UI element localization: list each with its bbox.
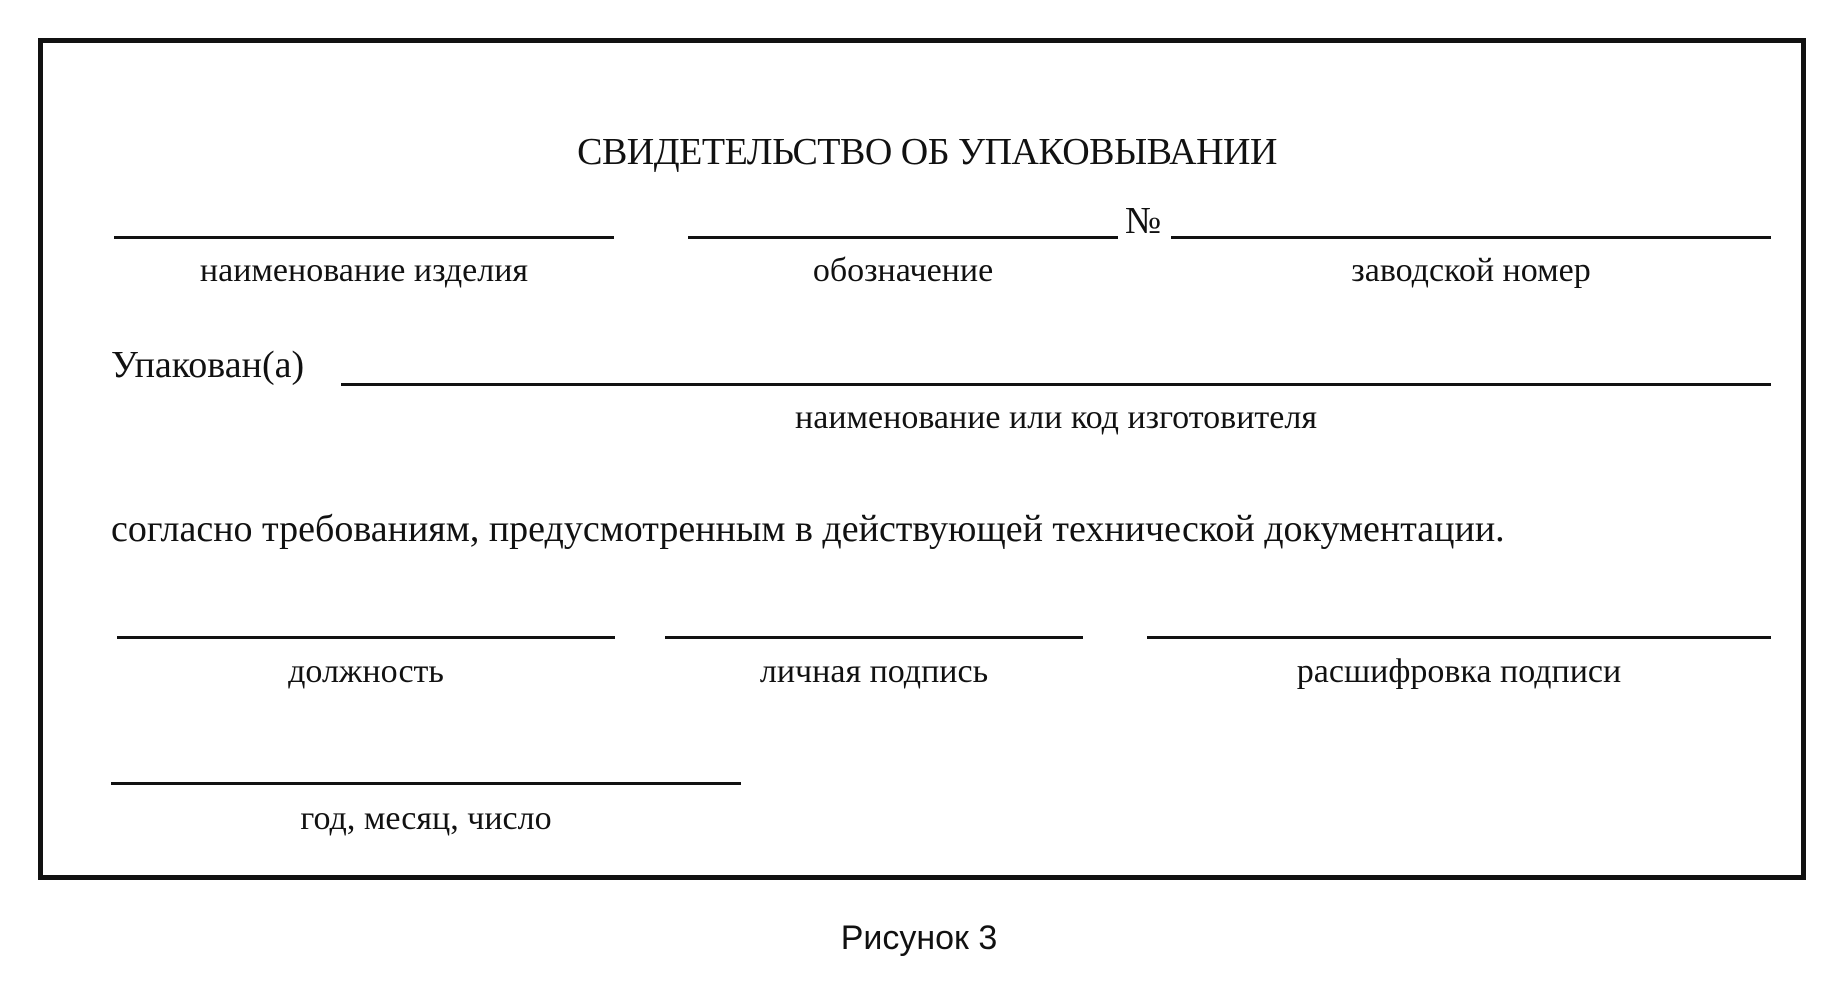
- signature-decoding-line: [1147, 636, 1771, 639]
- position-line: [117, 636, 615, 639]
- product-name-caption: наименование изделия: [199, 252, 529, 289]
- manufacturer-line: [341, 383, 1771, 386]
- designation-line: [688, 236, 1118, 239]
- product-name-line: [114, 236, 614, 239]
- date-line: [111, 782, 741, 785]
- designation-caption: обозначение: [812, 252, 994, 289]
- serial-number-caption: заводской номер: [1351, 252, 1591, 289]
- signature-decoding-caption: расшифровка подписи: [1296, 653, 1622, 690]
- signature-caption: личная подпись: [759, 653, 989, 690]
- date-caption: год, месяц, число: [300, 800, 552, 837]
- position-caption: должность: [288, 653, 444, 690]
- compliance-statement: согласно требованиям, предусмотренным в действующей технической документации.: [111, 508, 1505, 550]
- certificate-title: СВИДЕТЕЛЬСТВО ОБ УПАКОВЫВАНИИ: [577, 131, 1277, 173]
- serial-number-line: [1171, 236, 1771, 239]
- signature-line: [665, 636, 1083, 639]
- manufacturer-caption: наименование или код изготовителя: [795, 399, 1317, 436]
- certificate-frame: [38, 38, 1806, 880]
- figure-caption: Рисунок 3: [840, 919, 998, 957]
- number-sign: №: [1125, 200, 1162, 242]
- packed-label: Упакован(а): [111, 344, 305, 386]
